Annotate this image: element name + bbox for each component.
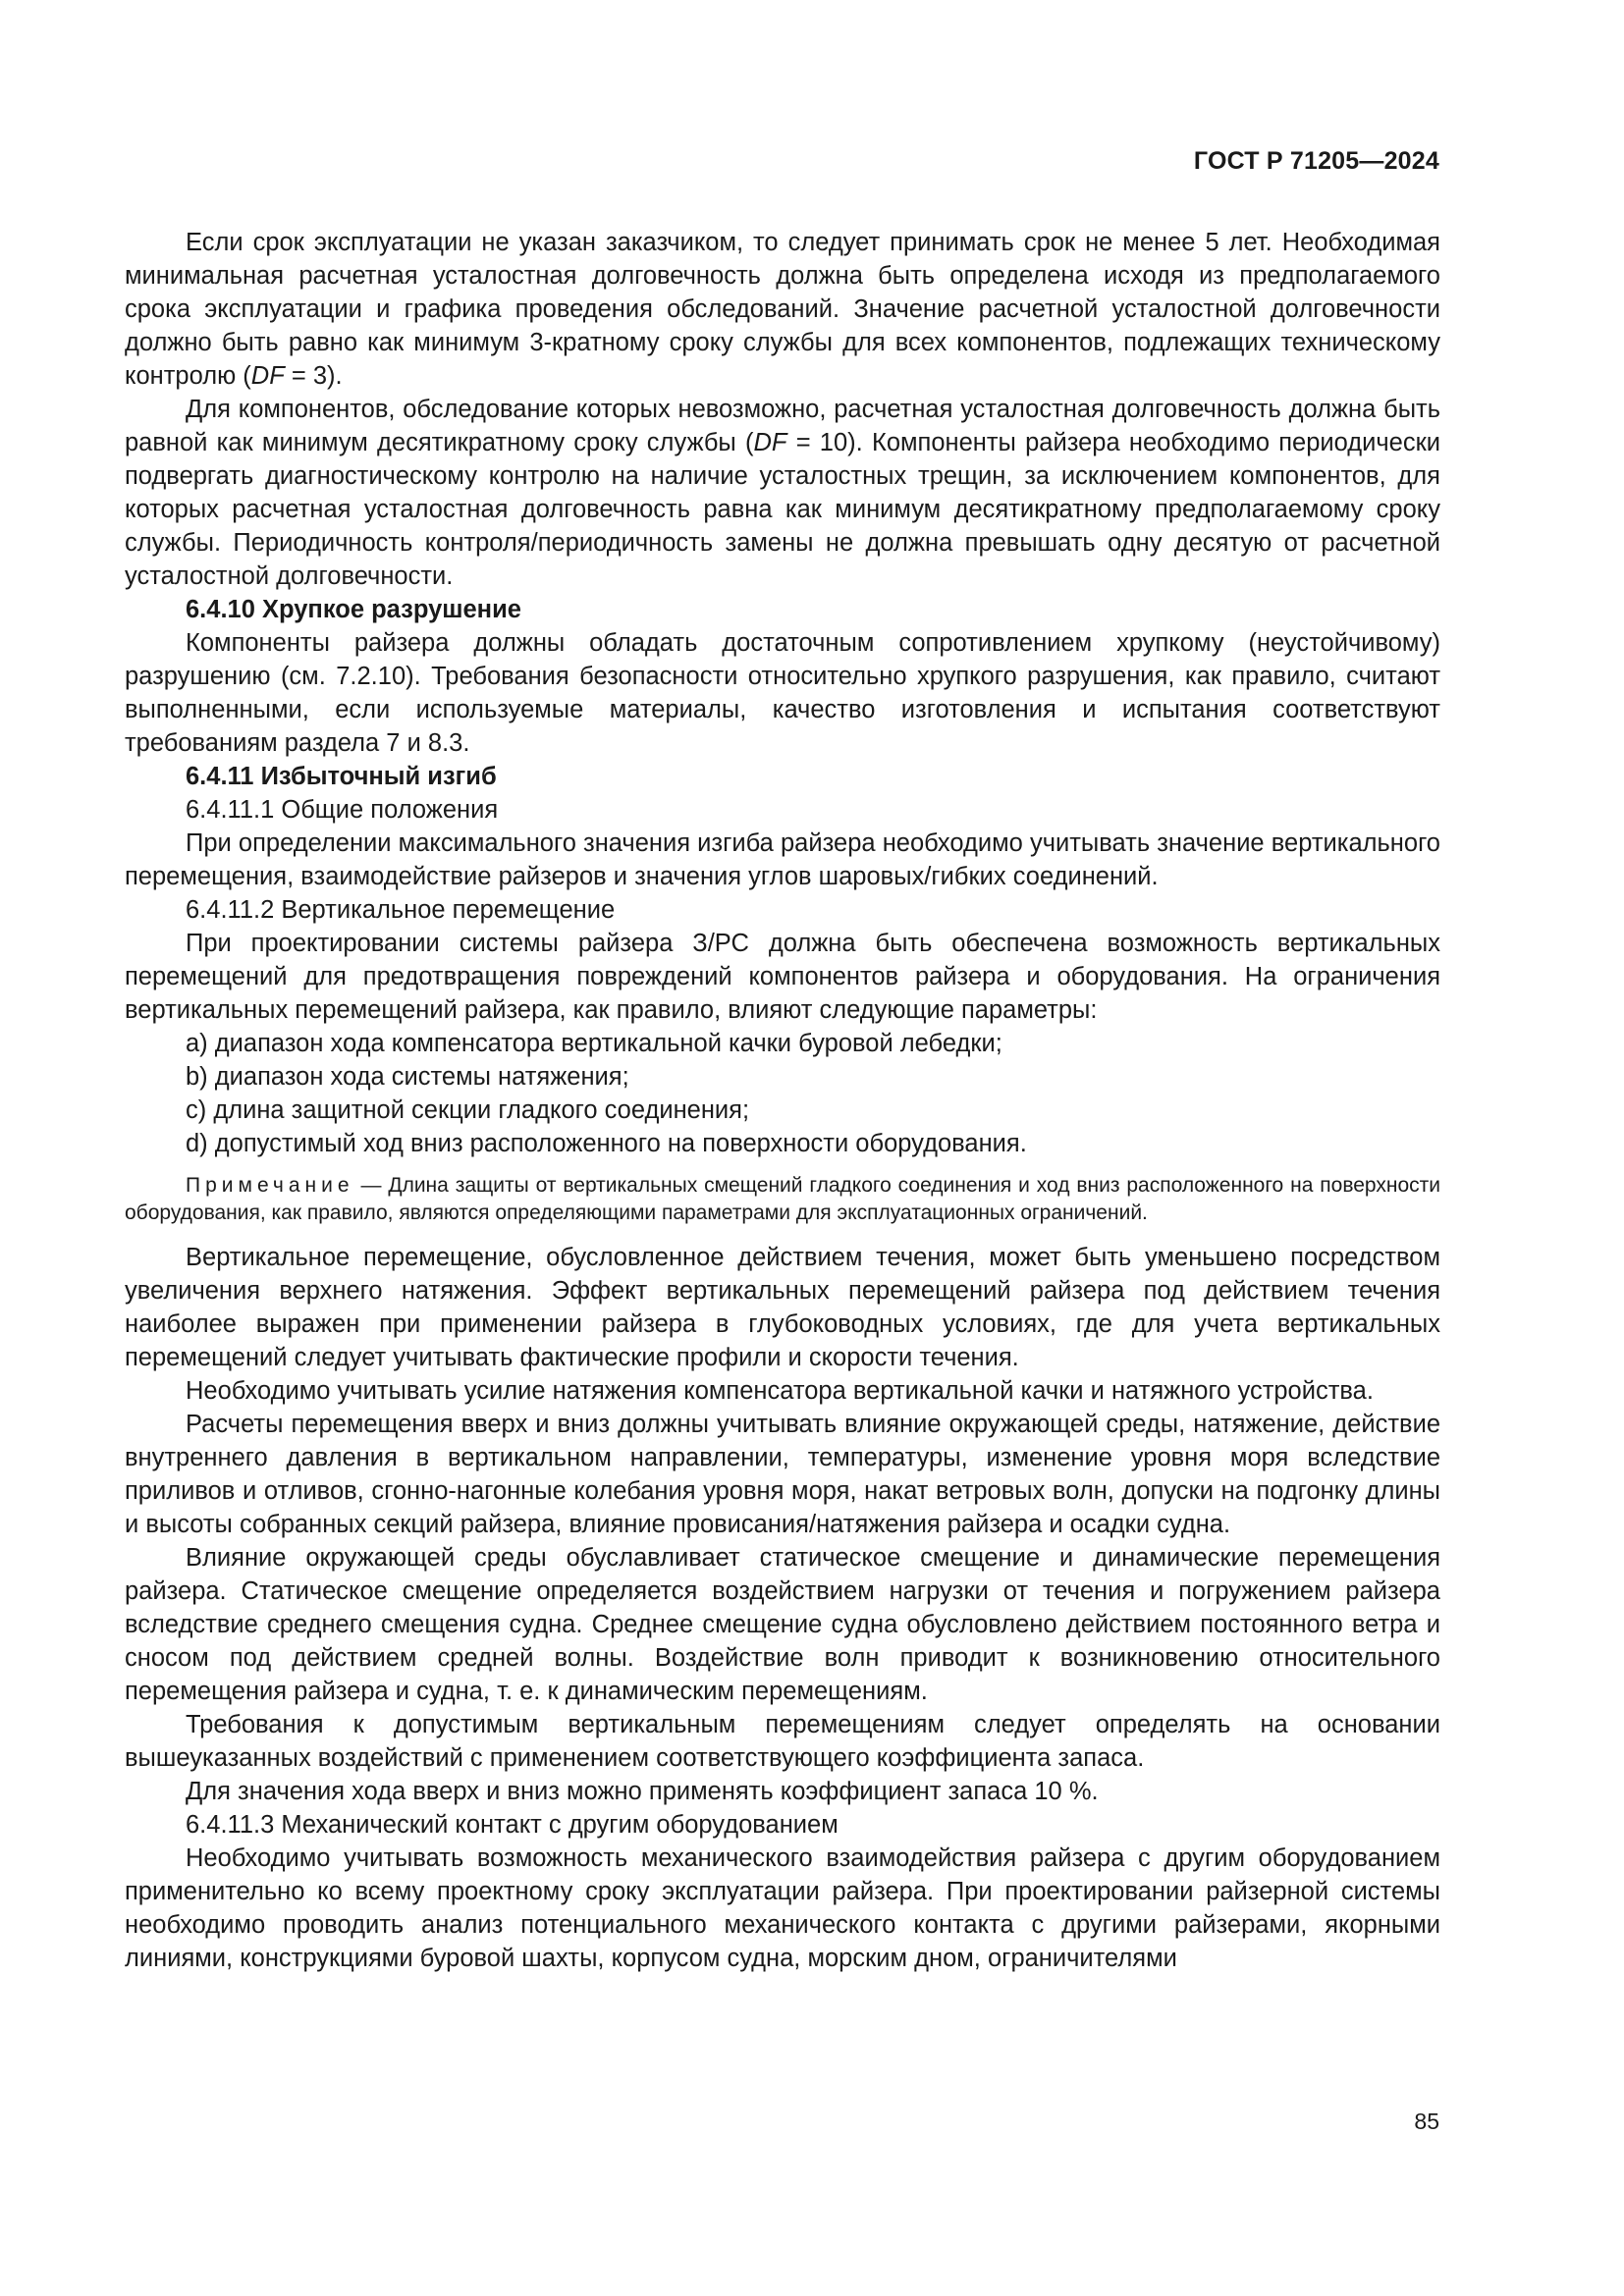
paragraph: Расчеты перемещения вверх и вниз должны учитывать влияние окружающей среды, натяжение, действие внутреннего давления в вертикальном направлении, температуры, изменение уровня моря вследствие приливов и отливов, сгонно-нагонные колебания уровня моря, накат ветровых волн, допуски на подгонку длины и высоты собранных секций райзера, влияние провисания/натяжения райзера и осадки судна.: [125, 1411, 1440, 1538]
paragraph: Компоненты райзера должны обладать достаточным сопротивлением хрупкому (неустойчивому) разрушению (см. 7.2.10). Требования безопасности относительно хрупкого разрушения, как правило, считают выполненными, если используемые материалы, качество изготовления и испытания соответствуют требованиям раздела 7 и 8.3.: [125, 629, 1440, 757]
list-item: b) диапазон хода системы натяжения;: [186, 1063, 629, 1091]
paragraph: Вертикальное перемещение, обусловленное действием течения, может быть уменьшено посредством увеличения верхнего натяжения. Эффект вертикальных перемещений райзера под действием течения наиболее выражен при применении райзера в глубоководных условиях, где для учета вертикальных перемещений следует учитывать фактические профили и скорости течения.: [125, 1244, 1440, 1371]
list-item: c) длина защитной секции гладкого соединения;: [186, 1096, 750, 1124]
paragraph: При проектировании системы райзера З/РС должна быть обеспечена возможность вертикальных перемещений для предотвращения повреждений компонентов райзера и оборудования. На ограничения вертикальных перемещений райзера, как правило, влияют следующие параметры:: [125, 930, 1440, 1024]
subsection-title-6-4-11-1: 6.4.11.1 Общие положения: [186, 796, 499, 824]
section-heading-6-4-10: 6.4.10 Хрупкое разрушение: [186, 596, 521, 623]
paragraph: Для компонентов, обследование которых невозможно, расчетная усталостная долговечность должна быть равной как минимум десятикратному сроку службы (DF = 10). Компоненты райзера необходимо периодически подвергать диагностическому контролю на наличие усталостных трещин, за исключением компонентов, для которых расчетная усталостная долговечность равна как минимум десятикратному предполагаемому сроку службы. Периодичность контроля/периодичность замены не должна превышать одну десятую от расчетной усталостной долговечности.: [125, 396, 1440, 590]
document-header: ГОСТ Р 71205—2024: [1193, 147, 1439, 175]
note: Примечание — Длина защиты от вертикальных смещений гладкого соединения и ход вниз расположенного на поверхности оборудования, как правило, являются определяющими параметрами для эксплуатационных ограничений.: [125, 1174, 1440, 1224]
df-symbol: DF: [250, 362, 285, 390]
list-item: d) допустимый ход вниз расположенного на поверхности оборудования.: [186, 1130, 1027, 1157]
paragraph: Влияние окружающей среды обуславливает статическое смещение и динамические перемещения райзера. Статическое смещение определяется воздействием нагрузки от течения и погружением райзера вследствие среднего смещения судна. Среднее смещение судна обусловлено действием постоянного ветра и сносом под действием средней волны. Воздействие волн приводит к возникновению относительного перемещения райзера и судна, т. е. к динамическим перемещениям.: [125, 1544, 1440, 1705]
paragraph: Необходимо учитывать усилие натяжения компенсатора вертикальной качки и натяжного устройства.: [186, 1377, 1374, 1405]
section-heading-6-4-11: 6.4.11 Избыточный изгиб: [186, 763, 497, 790]
paragraph: Требования к допустимым вертикальным перемещениям следует определять на основании вышеуказанных воздействий с применением соответствующего коэффициента запаса.: [125, 1711, 1440, 1772]
note-label: Примечание: [186, 1174, 354, 1197]
list-item: a) диапазон хода компенсатора вертикальной качки буровой лебедки;: [186, 1030, 1002, 1057]
paragraph: Для значения хода вверх и вниз можно применять коэффициент запаса 10 %.: [186, 1778, 1099, 1805]
df-symbol: DF: [753, 429, 787, 456]
paragraph: При определении максимального значения изгиба райзера необходимо учитывать значение вертикального перемещения, взаимодействие райзеров и значения углов шаровых/гибких соединений.: [125, 829, 1440, 890]
page-number: 85: [1414, 2109, 1439, 2134]
subsection-title-6-4-11-3: 6.4.11.3 Механический контакт с другим оборудованием: [186, 1811, 839, 1839]
paragraph: Необходимо учитывать возможность механического взаимодействия райзера с другим оборудованием применительно ко всему проектному сроку эксплуатации райзера. При проектировании райзерной системы необходимо проводить анализ потенциального механического контакта с другими райзерами, якорными линиями, конструкциями буровой шахты, корпусом судна, морским дном, ограничителями: [125, 1844, 1440, 1972]
subsection-title-6-4-11-2: 6.4.11.2 Вертикальное перемещение: [186, 896, 616, 924]
page-body: [125, 226, 1440, 1975]
paragraph: Если срок эксплуатации не указан заказчиком, то следует принимать срок не менее 5 лет. Необходимая минимальная расчетная усталостная долговечность должна быть определена исходя из предполагаемого срока эксплуатации и графика проведения обследований. Значение расчетной усталостной долговечности должно быть равно как минимум 3-кратному сроку службы для всех компонентов, подлежащих техническому контролю (DF = 3).: [125, 229, 1440, 390]
